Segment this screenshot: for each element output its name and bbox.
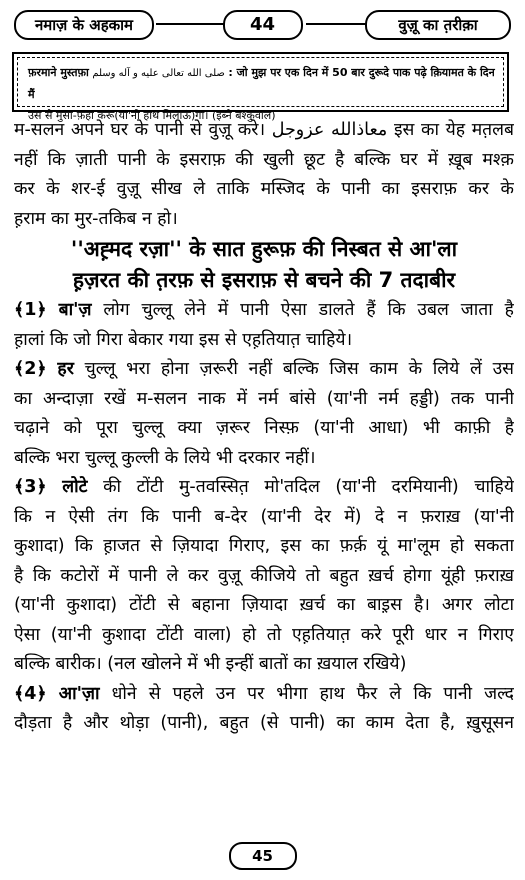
item-1-text: लोग चुल्लू लेने में पानी ऐसा डालते हैं कि उबल जाता है — [103, 300, 514, 320]
item-2-line-4: बल्कि भरा चुल्लू कुल्ली के लिये भी दरकार नहीं। — [14, 447, 316, 468]
item-3-line-2: कि न ऐसी तंग कि पानी ब-देर (या'नी देर में) दे न फ़राख़ (या'नी — [14, 506, 514, 527]
para1-line-3: कर के शर-ई वुज़ू सीख ले ताकि मस्जिद के पानी का इसराफ़ कर के — [14, 179, 514, 199]
page-header — [6, 6, 519, 40]
item-2-keyword: हर — [57, 359, 74, 379]
item-4-keyword: आ'ज़ा — [58, 683, 100, 704]
item-3-line-5: (या'नी कुशादा) टोंटी से बहाना ज़ियादा ख़र्च का बाइ़स है। अगर लोटा — [14, 595, 514, 615]
para1-line-2: नहीं कि ज़ाती पानी के इसराफ़ की खुली छूट है बल्कि घर में ख़ूब मश्क़ — [14, 149, 514, 170]
item-2-number: ﴾2﴿ — [14, 359, 47, 379]
item-3-line-3: कुशादा) कि ह़ाजत से ज़ियादा गिराए, इस का फ़र्क़ यूं मा'लूम हो सकता — [14, 536, 514, 556]
page-number-top: 44 — [223, 10, 303, 40]
item-1-line-2: ह़ालां कि जो गिरा बेकार गया इस से एह़तियात़ चाहिये। — [14, 329, 353, 350]
item-3-line-6: ऐसा (या'नी कुशादा टोंटी वाला) हो तो एह़तियात़ करे पूरी धार न गिराए — [14, 624, 514, 645]
item-3-line-4: है कि कटोरों में पानी ले कर वुज़ू कीजिये तो बहुत ख़र्च होगा यूंही फ़राख़ — [14, 565, 514, 586]
body-text — [14, 116, 514, 739]
item-3-number: ﴾3﴿ — [14, 477, 47, 497]
durood-box — [12, 52, 509, 122]
item-4-line-1 — [14, 680, 514, 710]
section-heading-line-2: ह़ज़रत की त़रफ़ से इसराफ़ से बचने की 7 तदाबीर — [72, 268, 456, 292]
durood-arabic: صلى الله تعالى عليه و آله وسلم — [92, 68, 225, 79]
durood-label: फ़रमाने मुस्तफ़ा — [28, 66, 89, 79]
item-3-text: की टोंटी मु-तवस्सित़ मो'तदिल (या'नी दरमियानी) चाहिये — [103, 477, 514, 497]
item-3-keyword: लोटे — [62, 477, 88, 497]
chapter-title: वुज़ू का त़रीक़ा — [365, 10, 511, 40]
item-2-line-2: का अन्दाज़ा रखें म-सलन नाक में नर्म बांसे (या'नी नर्म हड्डी) तक पानी — [14, 388, 514, 409]
item-2-text: चुल्लू भरा होना ज़रूरी नहीं बल्कि जिस काम के लिये लें उस — [84, 359, 514, 379]
page-number-bottom: 45 — [229, 842, 297, 870]
item-1-line-1 — [14, 296, 514, 326]
item-3-line-7: बल्कि बारीक। (नल खोलने में भी इन्हीं बातों का ख़याल रखिये) — [14, 654, 407, 674]
para1-line-4: ह़राम का मुर-तकिब न हो। — [14, 208, 178, 229]
page-footer — [0, 842, 525, 870]
item-3-line-1 — [14, 473, 514, 503]
durood-text-2: उस से मुसा-फ़हा करूं(या'नी हाथ मिलाऊं)गा। (इब्ने बश्कुवाल) — [28, 109, 276, 122]
item-2-line-3: चढ़ाने को पूरा चुल्लू क्या ज़रूर निस्फ़ (या'नी आधा) भी काफ़ी है — [14, 418, 514, 438]
item-4-number: ﴾4﴿ — [14, 683, 47, 704]
item-1-keyword: बा'ज़ — [58, 300, 92, 320]
durood-line-1 — [28, 62, 495, 105]
durood-text-1: : जो मुझ पर एक दिन में 50 बार दुरूदे पाक पढ़े क़ियामत के दिन मैं — [28, 66, 495, 101]
item-1-number: ﴾1﴿ — [14, 300, 47, 320]
item-4-line-2: दौड़ता है और थोड़ा (पानी), बहुत (से पानी) का काम देता है, ख़ुसूसन — [14, 713, 514, 733]
item-4-text: धोने से पहले उन पर भीगा हाथ फैर ले कि पानी जल्द — [111, 683, 514, 704]
item-2-line-1 — [14, 355, 514, 385]
section-heading-line-1: ''अह़्मद रज़ा'' के सात हुरूफ़ की निस्बत से आ'ला — [70, 237, 458, 261]
header-rule-right — [306, 23, 374, 25]
book-title: नमाज़ के अहकाम — [14, 10, 154, 40]
para1-line-1: म-सलन अपने घर के पानी से वुज़ू करे। معاذالله عزوجل इस का येह मत़लब — [14, 120, 514, 140]
